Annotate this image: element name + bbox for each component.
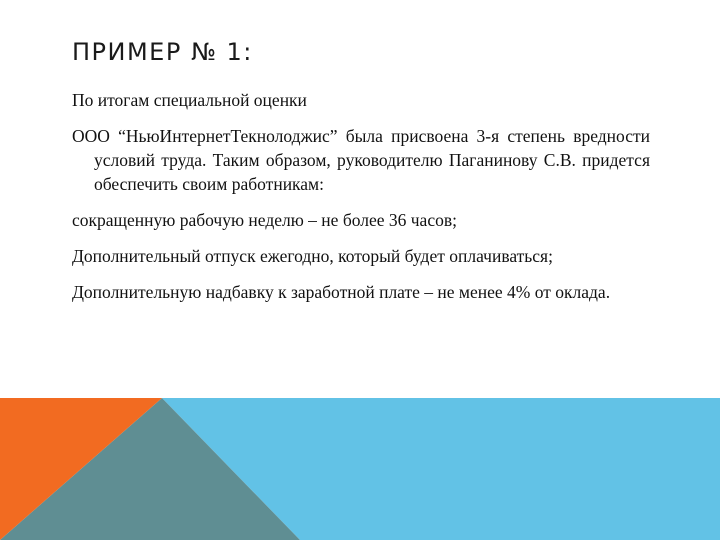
paragraph-company: ООО “НьюИнтернетТекнолоджис” была присвоена 3-я степень вредности условий труда. Таким образом, руководителю Паганинову С.В. придется обеспечить своим работникам: bbox=[72, 126, 650, 194]
paragraph-extra-leave: Дополнительный отпуск ежегодно, который будет оплачиваться; bbox=[72, 246, 553, 266]
paragraph-short-week: сокращенную рабочую неделю – не более 36 часов; bbox=[72, 210, 457, 230]
paragraph-intro: По итогам специальной оценки bbox=[72, 90, 307, 110]
decorative-footer-shapes bbox=[0, 398, 720, 540]
paragraph-bonus: Дополнительную надбавку к заработной плате – не менее 4% от оклада. bbox=[72, 282, 611, 302]
slide-title: ПРИМЕР № 1: bbox=[72, 38, 253, 66]
slide-body bbox=[72, 88, 650, 316]
